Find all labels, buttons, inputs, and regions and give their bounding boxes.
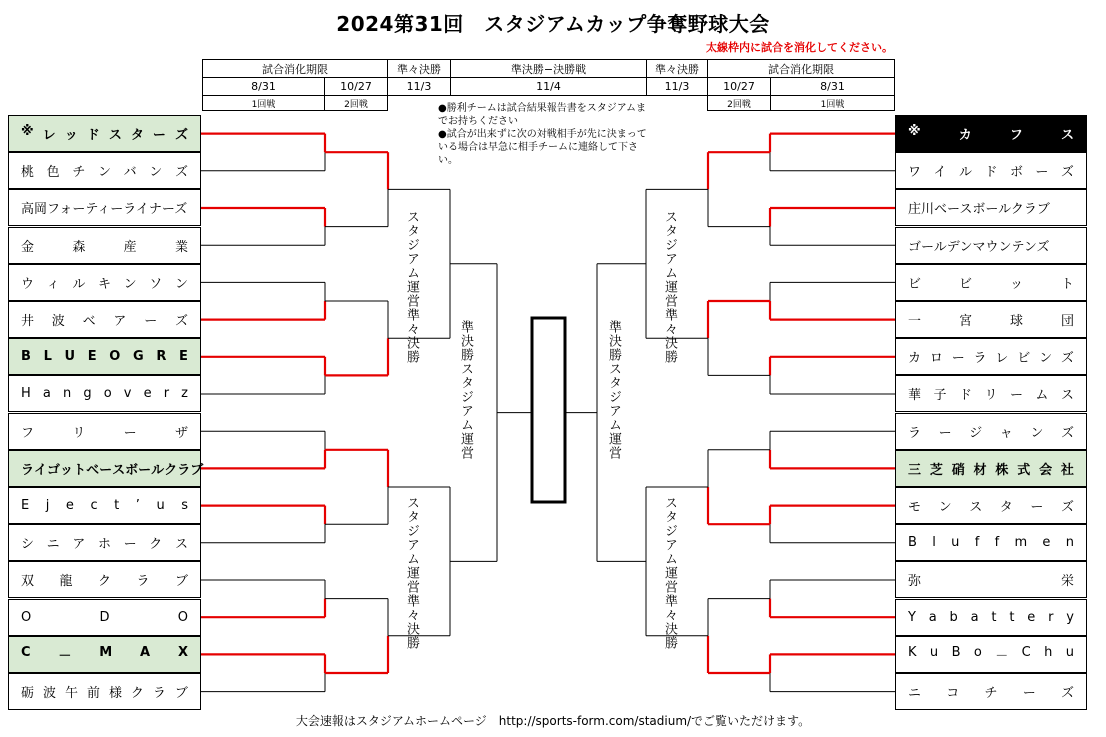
right-sf-label: [606, 320, 621, 460]
team-name: ワ イ ル ド ボ ー ズ: [908, 165, 1074, 181]
team-name: 一 宮 球 団: [908, 314, 1074, 329]
left-bottom-qf-label: [404, 496, 419, 650]
left-qf-header: 準々決勝: [387, 59, 451, 78]
left-date2: 10/27: [324, 77, 388, 96]
team-name: フ リ ー ザ: [21, 425, 188, 441]
right-qf-header: 準々決勝: [646, 59, 708, 78]
team-name: 双 龍 ク ラ ブ: [21, 574, 188, 590]
right-date1: 8/31: [770, 77, 895, 96]
stadium-label: スタジアム運営: [662, 210, 677, 308]
team-name: O D O: [21, 609, 188, 625]
stadium-label: スタジアム運営: [404, 210, 419, 308]
team-name: カ ロ ー ラ レ ビ ン ズ: [908, 351, 1074, 367]
left-top-qf-label: [404, 210, 419, 364]
left-date1: 8/31: [202, 77, 325, 96]
info-note: ●試合が出来ずに次の対戦相手が先に決まっている場合は早急に相手チームに連絡して下さい。: [438, 129, 647, 166]
qf-label: 準々決勝: [662, 308, 677, 364]
team-name: 三 芝 硝 材 株 式 会 社: [908, 462, 1074, 478]
sf-label: 準決勝: [458, 320, 473, 362]
right-round2: 2回戦: [707, 95, 771, 111]
team-name: 華 子 ド リ ー ム ス: [908, 388, 1074, 404]
final-box: [532, 318, 565, 502]
team-name: シ ニ ア ホ ー ク ス: [21, 537, 188, 553]
team-name: 金 森 産 業: [21, 239, 188, 255]
info-note: ●勝利チームは試合結果報告書をスタジアムまでお持ちください: [438, 103, 647, 127]
center-header: 準決勝−決勝戦: [450, 59, 647, 78]
team-name: Y a b a t t e r y: [908, 609, 1074, 625]
left-round1: 1回戦: [202, 95, 325, 111]
team-name: B l u f f m e n: [908, 535, 1074, 551]
left-round2: 2回戦: [324, 95, 388, 111]
qf-label: 準々決勝: [662, 594, 677, 650]
stadium-label: スタジアム運営: [458, 362, 473, 460]
footer-note: 大会速報はスタジアムホームページ http://sports-form.com/stadium/でご覧いただけます。: [295, 714, 811, 728]
team-name: 弥 栄: [908, 574, 1074, 590]
team-name: ラ ー ジ ャ ン ズ: [908, 425, 1074, 441]
right-qf-date: 11/3: [646, 77, 708, 96]
team-name: 高岡フォーティーライナーズ: [21, 202, 188, 218]
qf-label: 準々決勝: [404, 308, 419, 364]
stadium-label: スタジアム運営: [662, 496, 677, 594]
team-name: ビ ビ ッ ト: [908, 276, 1074, 292]
team-name: ゴールデンマウンテンズ: [908, 239, 1050, 255]
right-round1: 1回戦: [770, 95, 895, 111]
team-name: ※ レ ッ ド ス タ ー ズ: [21, 124, 188, 143]
team-name: H a n g o v e r z: [21, 386, 188, 402]
stadium-label: スタジアム運営: [606, 362, 621, 460]
team-name: モ ン ス タ ー ズ: [908, 500, 1074, 515]
team-name: 井 波 ベ ア ー ズ: [21, 314, 188, 329]
qf-label: 準々決勝: [404, 594, 419, 650]
center-date: 11/4: [450, 77, 647, 96]
right-bottom-qf-label: [662, 496, 677, 650]
team-name: K u B o － C h u: [908, 644, 1074, 664]
left-qf-date: 11/3: [387, 77, 451, 96]
team-name: 庄川ベースボールクラブ: [908, 202, 1050, 218]
left-deadline-header: 試合消化期限: [202, 59, 388, 78]
right-top-qf-label: [662, 210, 677, 364]
team-name: ※ カ フ ス: [908, 124, 1074, 143]
left-sf-label: [458, 320, 473, 460]
team-name: E j e c t ’ u s: [21, 498, 188, 513]
team-name: ニ コ チ ー ズ: [908, 686, 1074, 701]
team-name: B L U E O G R E: [21, 349, 188, 365]
team-name: ラ イ ゴ ッ ト ベ ー ス ボ ー ル ク ラ ブ: [21, 462, 204, 478]
team-name: 砺 波 午 前 様 ク ラ ブ: [21, 686, 188, 701]
team-name: C － M A X: [21, 644, 188, 664]
team-name: ウ ィ ル キ ン ソ ン: [21, 276, 188, 292]
right-date2: 10/27: [707, 77, 771, 96]
instruction-note: 太線枠内に試合を消化してください。: [706, 41, 893, 54]
right-deadline-header: 試合消化期限: [707, 59, 895, 78]
page-title: 2024第31回 スタジアムカップ争奪野球大会: [336, 12, 770, 36]
team-name: 桃 色 チ ン バ ン ズ: [21, 165, 188, 181]
sf-label: 準決勝: [606, 320, 621, 362]
stadium-label: スタジアム運営: [404, 496, 419, 594]
